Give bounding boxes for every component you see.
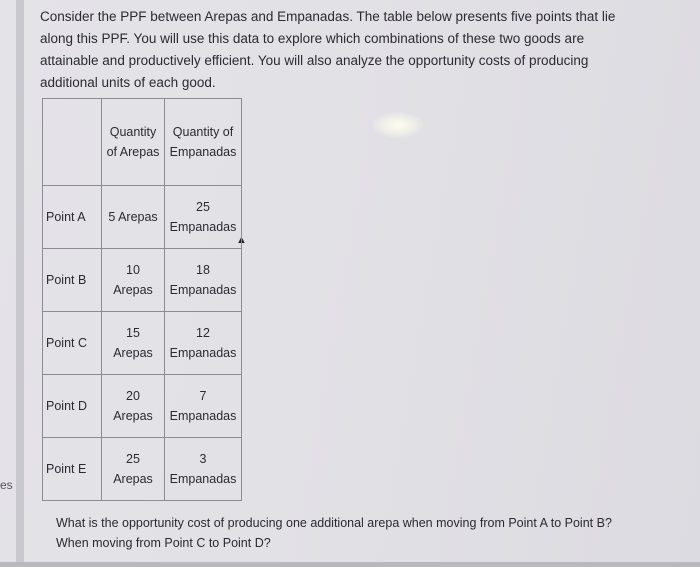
- arepas-quantity: 10: [126, 263, 140, 277]
- empanadas-quantity: 3: [199, 452, 207, 466]
- arepas-quantity: 25: [126, 452, 140, 466]
- point-label: Point D: [43, 375, 102, 438]
- empanadas-cell: [165, 249, 242, 312]
- table-header-arepas: Quantity of Arepas: [102, 99, 165, 186]
- arepas-cell: [102, 186, 165, 249]
- bottom-edge-bar: [0, 562, 700, 567]
- mouse-cursor-icon: ▲: [236, 234, 247, 246]
- intro-paragraph: Consider the PPF between Arepas and Empanadas. The table below presents five points that lie along this PPF. You will use this data to explore which combinations of these two goods are attainable and productively efficient. You will also analyze the opportunity costs of producing additional units of each good.: [40, 9, 616, 90]
- left-scroll-bar: [16, 0, 24, 567]
- empanadas-cell: [165, 312, 242, 375]
- arepas-cell: [102, 438, 165, 501]
- point-label: Point E: [43, 438, 102, 501]
- table-row: [43, 438, 242, 501]
- arepas-cell: [102, 312, 165, 375]
- empanadas-unit: Empanadas: [169, 220, 237, 234]
- screen-glare: [372, 112, 424, 138]
- table-header-blank: [43, 99, 102, 186]
- empanadas-unit: Empanadas: [169, 409, 237, 423]
- table-row: [43, 249, 242, 312]
- empanadas-unit: Empanadas: [169, 346, 237, 360]
- arepas-cell: [102, 249, 165, 312]
- table-header-empanadas: Quantity of Empanadas: [165, 99, 242, 186]
- arepas-quantity: 20: [126, 389, 140, 403]
- point-label: Point C: [43, 312, 102, 375]
- point-label: Point A: [43, 186, 102, 249]
- arepas-unit: Arepas: [113, 346, 153, 360]
- arepas-unit: Arepas: [113, 472, 153, 486]
- arepas-unit: Arepas: [113, 409, 153, 423]
- empanadas-cell: [165, 375, 242, 438]
- arepas-quantity: 15: [126, 326, 140, 340]
- table-row: [43, 375, 242, 438]
- empanadas-unit: Empanadas: [169, 283, 237, 297]
- table-row: [43, 312, 242, 375]
- left-edge-text: es: [0, 478, 13, 492]
- arepas-unit: Arepas: [113, 283, 153, 297]
- arepas-value: 5 Arepas: [108, 210, 158, 224]
- empanadas-quantity: 18: [196, 263, 210, 277]
- point-label: Point B: [43, 249, 102, 312]
- empanadas-cell: [165, 186, 242, 249]
- ppf-table: [42, 98, 242, 501]
- question-text: What is the opportunity cost of producing one additional arepa when moving from Point A to Point B? When moving from Point C to Point D?: [56, 516, 612, 550]
- table-header-row: [43, 99, 242, 186]
- empanadas-cell: [165, 438, 242, 501]
- arepas-cell: [102, 375, 165, 438]
- empanadas-quantity: 25: [196, 200, 210, 214]
- empanadas-unit: Empanadas: [169, 472, 237, 486]
- empanadas-quantity: 12: [196, 326, 210, 340]
- empanadas-quantity: 7: [199, 389, 207, 403]
- table-row: [43, 186, 242, 249]
